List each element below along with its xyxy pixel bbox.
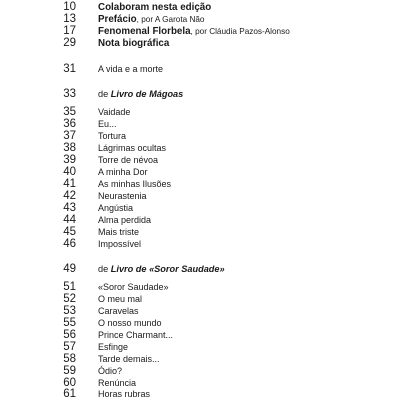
page-number: 57 xyxy=(63,341,76,353)
toc-entry[interactable] xyxy=(0,388,400,401)
page-number: 10 xyxy=(63,1,76,13)
page-number: 37 xyxy=(63,130,76,142)
entry-title: Lágrimas ocultas xyxy=(98,143,167,153)
entry-title: O meu mal xyxy=(98,294,143,304)
page-number: 45 xyxy=(63,226,76,238)
page-number: 49 xyxy=(63,263,76,275)
page-number: 39 xyxy=(63,154,76,166)
page-number: 61 xyxy=(63,388,76,400)
page-number: 36 xyxy=(63,118,76,130)
page-number: 43 xyxy=(63,202,76,214)
page-number: 38 xyxy=(63,142,76,154)
page-number: 42 xyxy=(63,190,76,202)
page-number: 52 xyxy=(63,293,76,305)
section-title: de Livro de Mágoas xyxy=(98,89,184,99)
entry-title: O nosso mundo xyxy=(98,318,162,328)
entry-title: Fenomenal Florbela, por Cláudia Pazos-Alonso xyxy=(98,26,290,37)
entry-title: Prefácio, por A Garota Não xyxy=(98,14,205,25)
page-number: 51 xyxy=(63,281,76,293)
page-number: 33 xyxy=(63,88,76,100)
entry-title: Eu... xyxy=(98,119,117,129)
entry-title: Renúncia xyxy=(98,378,137,388)
page-number: 31 xyxy=(63,63,76,75)
toc-entry-biographical-note[interactable] xyxy=(0,37,400,50)
entry-title: Nota biográfica xyxy=(98,38,170,49)
entry-title: Prince Charmant... xyxy=(98,330,174,340)
page-number: 41 xyxy=(63,178,76,190)
page-number: 58 xyxy=(63,353,76,365)
page-number: 44 xyxy=(63,214,76,226)
section-heading-soror-saudade[interactable] xyxy=(0,263,400,276)
page-number: 29 xyxy=(63,37,76,49)
entry-title: A minha Dor xyxy=(98,167,148,177)
entry-title: Impossível xyxy=(98,239,142,249)
section-heading-livro-de-magoas[interactable] xyxy=(0,88,400,101)
page-number: 56 xyxy=(63,329,76,341)
entry-title: Vaidade xyxy=(98,107,131,117)
page-number: 40 xyxy=(63,166,76,178)
entry-title: Mais triste xyxy=(98,227,140,237)
page-number: 35 xyxy=(63,106,76,118)
entry-title: A vida e a morte xyxy=(98,64,164,74)
entry-title: Neurastenia xyxy=(98,191,147,201)
page-number: 53 xyxy=(63,305,76,317)
toc-entry-intro[interactable] xyxy=(0,63,400,76)
entry-title: Colaboram nesta edição xyxy=(98,2,212,13)
entry-title: Ódio? xyxy=(98,366,123,376)
entry-title: Tarde demais... xyxy=(98,354,160,364)
entry-title: Torre de névoa xyxy=(98,155,159,165)
page-number: 59 xyxy=(63,365,76,377)
page-number: 17 xyxy=(63,25,76,37)
entry-title: «Soror Saudade» xyxy=(98,282,169,292)
entry-title: As minhas Ilusões xyxy=(98,179,172,189)
page-number: 46 xyxy=(63,238,76,250)
page-number: 13 xyxy=(63,13,76,25)
entry-title: Esfinge xyxy=(98,342,129,352)
toc-entry[interactable] xyxy=(0,238,400,251)
section-title: de Livro de «Soror Saudade» xyxy=(98,264,225,274)
entry-title: Tortura xyxy=(98,131,127,141)
page-number: 60 xyxy=(63,377,76,389)
entry-title: Caravelas xyxy=(98,306,139,316)
entry-title: Alma perdida xyxy=(98,215,152,225)
entry-title: Angústia xyxy=(98,203,134,213)
entry-title: Horas rubras xyxy=(98,389,151,399)
page-number: 55 xyxy=(63,317,76,329)
